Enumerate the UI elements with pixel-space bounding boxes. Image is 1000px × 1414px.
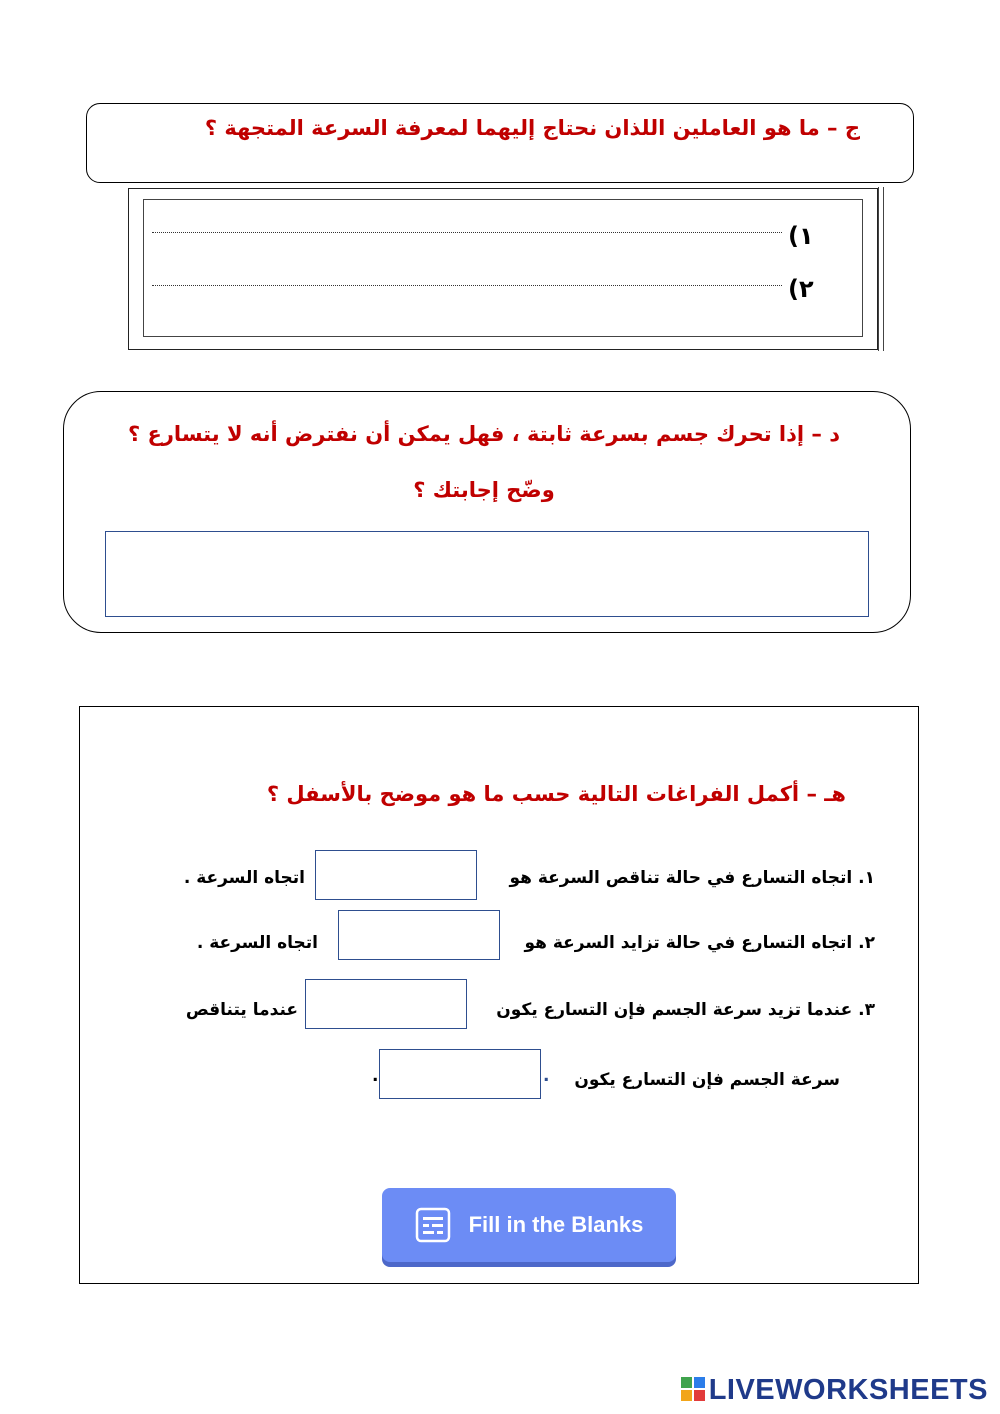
statement-2-part-2: اتجاه السرعة . [196, 933, 318, 953]
statement-4-part-1: سرعة الجسم فإن التسارع يكون [574, 1070, 840, 1090]
footer-brand-text: LIVEWORKSHEETS [708, 1374, 988, 1406]
list-form-icon [415, 1207, 451, 1243]
blank-2[interactable] [338, 910, 500, 960]
question-d-line-2: وضّح إجابتك ؟ [413, 478, 555, 502]
answer-number-2: ٢) [788, 275, 814, 303]
statement-3-part-1: ٣. عندما تزيد سرعة الجسم فإن التسارع يكون [496, 1000, 875, 1020]
statement-4-dot-1: . [543, 1066, 550, 1086]
answer-line-2[interactable] [152, 285, 782, 286]
question-c-text: ج – ما هو العاملين اللذان نحتاج إليهما لمعرفة السرعة المتجهة ؟ [204, 116, 860, 140]
question-c-box [86, 103, 914, 183]
statement-4-dot-2: . [372, 1066, 379, 1086]
footer-brand [681, 1374, 988, 1407]
statement-1-part-2: اتجاه السرعة . [183, 868, 305, 888]
fill-in-the-blanks-button[interactable] [382, 1188, 676, 1262]
answer-number-1: ١) [788, 222, 814, 250]
answer-line-1[interactable] [152, 232, 782, 233]
question-e-title: هـ – أكمل الفراغات التالية حسب ما هو موضح بالأسفل ؟ [266, 782, 846, 806]
question-d-answer-input[interactable] [105, 531, 869, 617]
question-c-answer-area [128, 188, 878, 350]
question-d-line-1: د – إذا تحرك جسم بسرعة ثابتة ، فهل يمكن أن نفترض أنه لا يتسارع ؟ [128, 422, 840, 446]
blank-1[interactable] [315, 850, 477, 900]
blank-3[interactable] [305, 979, 467, 1029]
fill-in-the-blanks-label: Fill in the Blanks [468, 1212, 644, 1237]
statement-2-part-1: ٢. اتجاه التسارع في حالة تزايد السرعة هو [524, 933, 875, 953]
statement-3-part-2: عندما يتناقص [185, 1000, 298, 1020]
blank-4[interactable] [379, 1049, 541, 1099]
liveworksheets-logo-icon [681, 1377, 705, 1405]
statement-1-part-1: ١. اتجاه التسارع في حالة تناقص السرعة هو [509, 868, 875, 888]
